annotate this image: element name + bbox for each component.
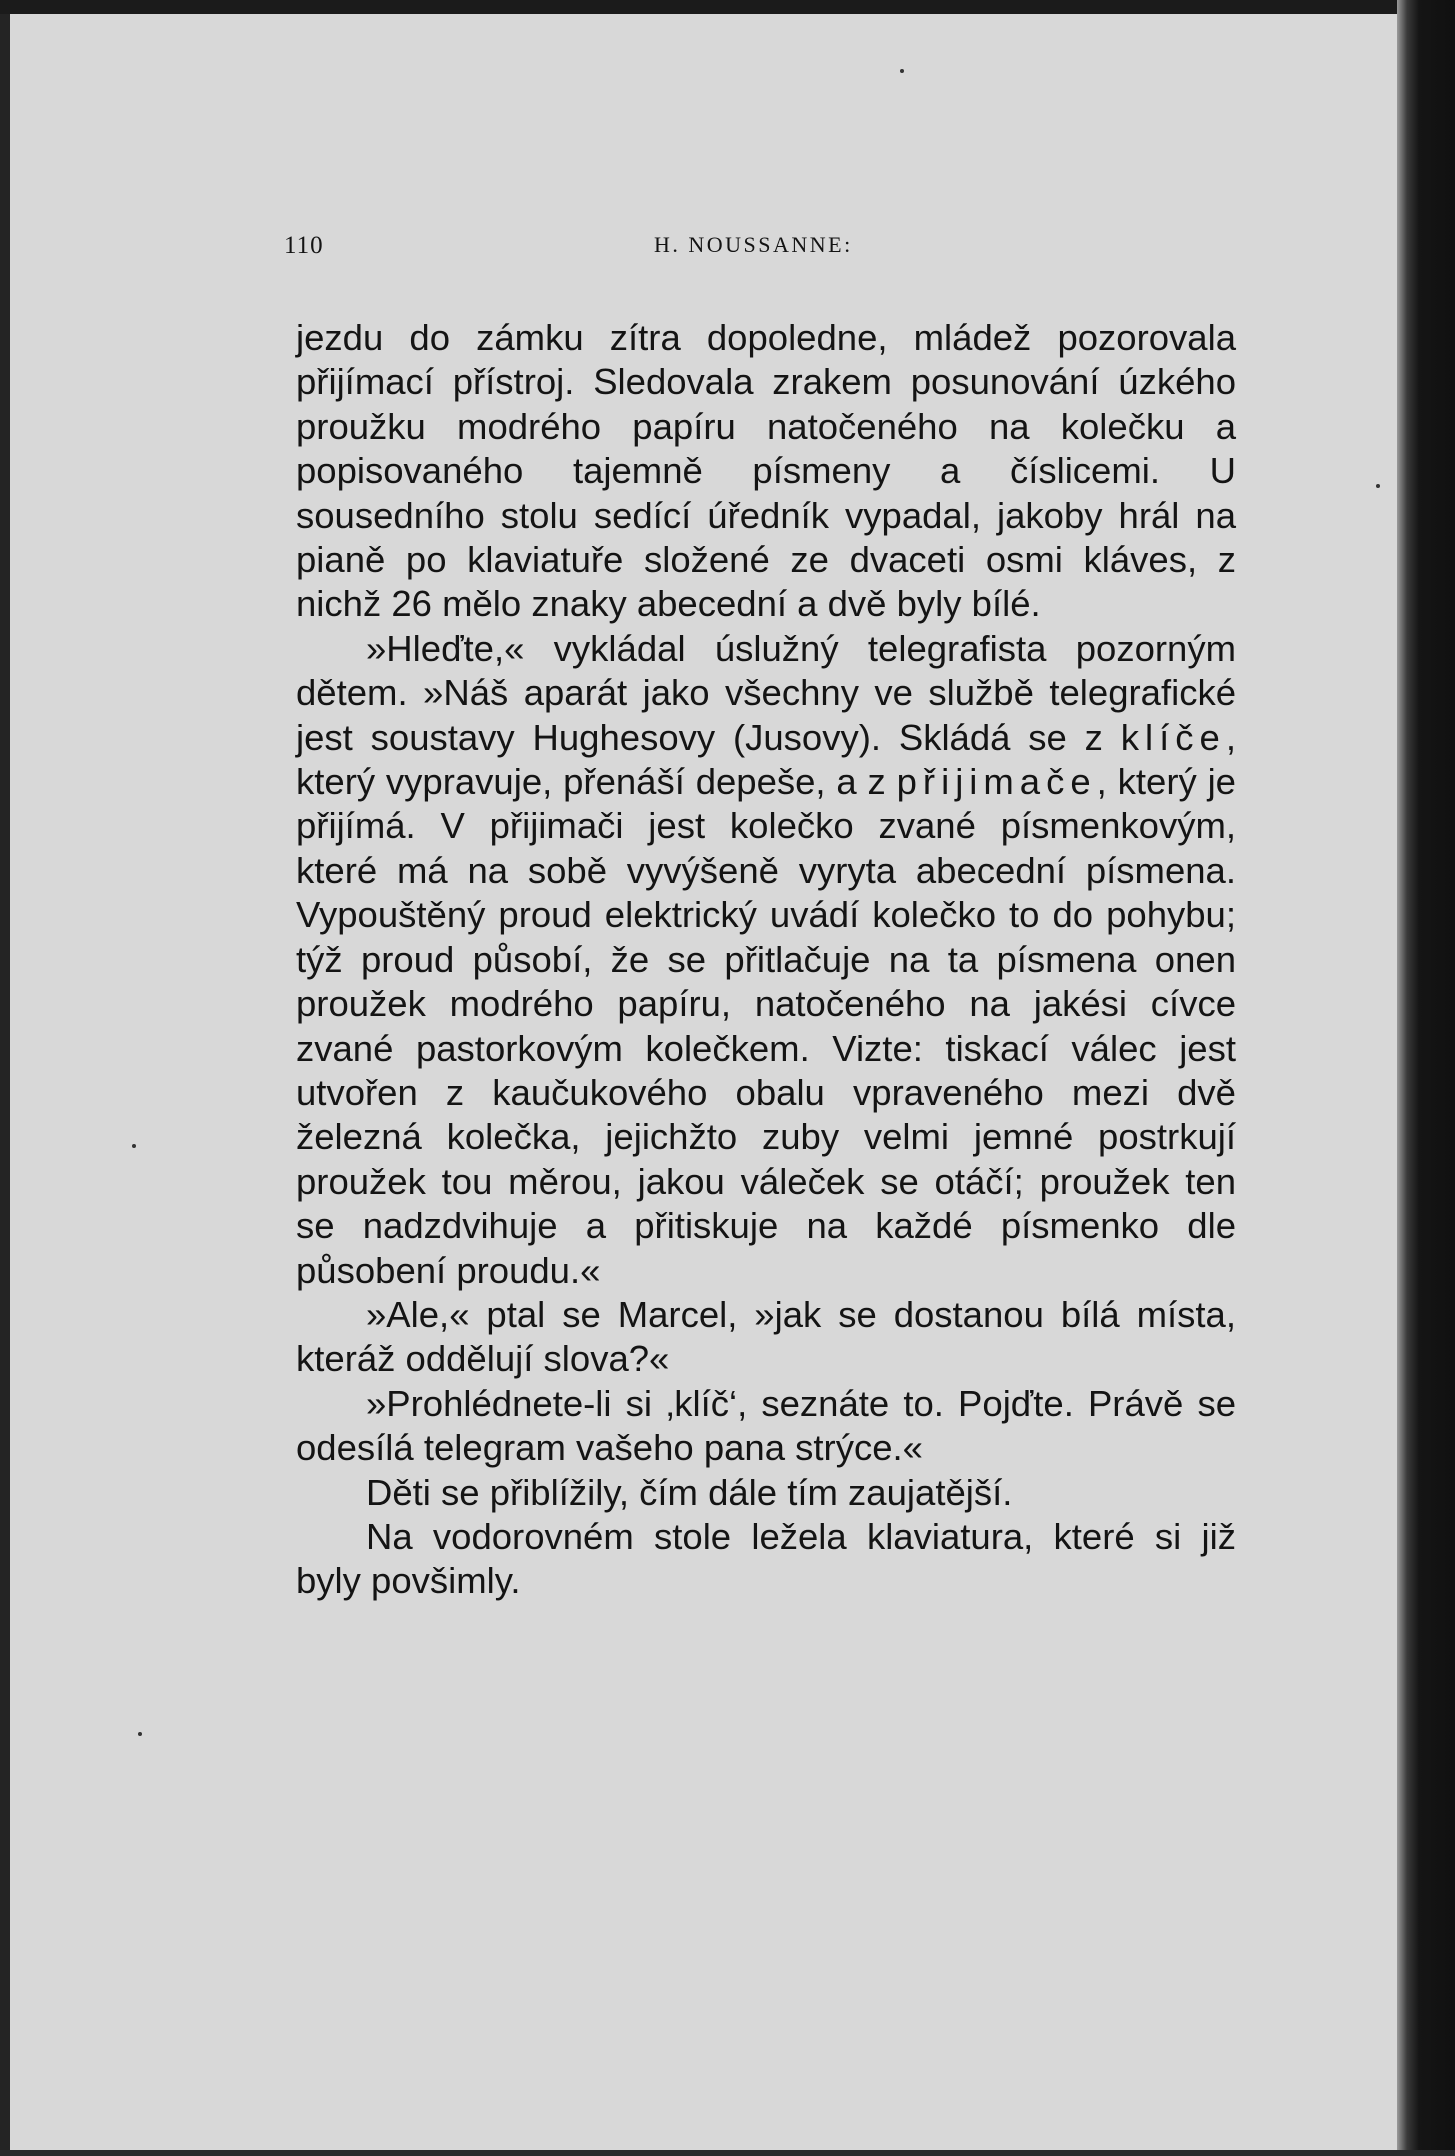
paragraph-text: , který vypravuje, přenáší depeše, a z bbox=[296, 716, 1236, 803]
scan-speck bbox=[900, 69, 904, 73]
page-number: 110 bbox=[284, 232, 324, 259]
paragraph bbox=[296, 1515, 1236, 1604]
spaced-emphasis: klíče bbox=[1120, 716, 1226, 758]
paragraph bbox=[296, 316, 1236, 627]
body-text bbox=[296, 316, 1236, 1604]
paragraph-text: »Hleďte,« vykládal úslužný telegrafista pozorným dětem. »Náš aparát jako všechny ve službě telegrafické jest soustavy Hughesovy (Jusovy). Skládá se z bbox=[296, 627, 1236, 758]
scan-bottom-edge bbox=[0, 2150, 1455, 2156]
scan-speck bbox=[138, 1732, 142, 1736]
scan-top-border bbox=[0, 0, 1455, 14]
spaced-emphasis: přijimače bbox=[896, 761, 1097, 803]
paragraph bbox=[296, 1471, 1236, 1515]
paragraph-text: Na vodorovném stole ležela klaviatura, které si již byly povšimly. bbox=[296, 1515, 1236, 1602]
scan-right-border bbox=[1397, 0, 1455, 2156]
paragraph-text: »Prohlédnete-li si ‚klíč‘, seznáte to. Pojďte. Právě se odesílá telegram vašeho pana strýce.« bbox=[296, 1382, 1236, 1469]
paragraph bbox=[296, 1382, 1236, 1471]
paragraph-text: jezdu do zámku zítra dopoledne, mládež pozorovala přijímací přístroj. Sledovala zrakem posunování úzkého proužku modrého papíru natočeného na kolečku a popisovaného tajemně písmeny a číslicemi. U sousedního stolu sedící úředník vypadal, jakoby hrál na pianě po klaviatuře složené ze dvaceti osmi kláves, z nichž 26 mělo znaky abecední a dvě byly bílé. bbox=[296, 317, 1236, 625]
paragraph-text: »Ale,« ptal se Marcel, »jak se dostanou bílá místa, kteráž oddělují slova?« bbox=[296, 1293, 1236, 1380]
paragraph-text: Děti se přiblížily, čím dále tím zaujatější. bbox=[366, 1471, 1013, 1513]
running-head: H. NOUSSANNE: bbox=[654, 232, 853, 257]
paragraph bbox=[296, 627, 1236, 1293]
paragraph-text: , který je přijímá. V přijimači jest kolečko zvané písmenkovým, které má na sobě vyvýšeně vyryta abecední písmena. Vypouštěný proud elektrický uvádí kolečko to do pohybu; týž proud působí, že se přitlačuje na ta písmena onen proužek modrého papíru, natočeného na jakési cívce zvané pastorkovým kolečkem. Vizte: tiskací válec jest utvořen z kaučukového obalu vpraveného mezi dvě železná kolečka, jejichžto zuby velmi jemné postrkují proužek tou měrou, jakou váleček se otáčí; proužek ten se nadzdvihuje a přitiskuje na každé písmenko dle působení proudu.« bbox=[296, 761, 1236, 1291]
scan-left-border bbox=[0, 0, 10, 2156]
scan-speck bbox=[132, 1144, 136, 1148]
scan-speck bbox=[1376, 484, 1380, 488]
paragraph bbox=[296, 1293, 1236, 1382]
